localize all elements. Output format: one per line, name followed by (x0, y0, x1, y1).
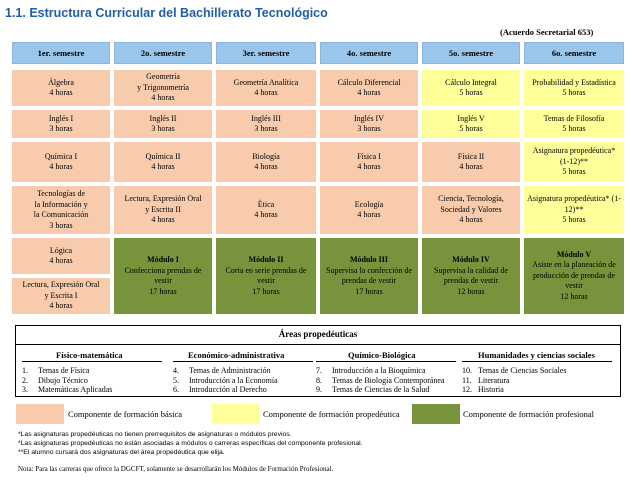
module-description: Supervisa la calidad de prendas de vestir (434, 265, 508, 285)
subject-name: Lectura, Expresión Oral y Escrita II (124, 194, 202, 214)
semester-header-3: 3er. semestre (216, 42, 316, 64)
subject-cell (524, 186, 624, 234)
legend-swatch-propedeutica (212, 404, 260, 424)
module-description: Asiste en la planeación de producción de prendas de vestir (532, 260, 616, 291)
subject-name: Ética (257, 199, 275, 209)
module-hours: 12 horas (457, 286, 485, 296)
subject-name: Tecnologías de la Información y la Comunicación (33, 189, 89, 219)
subject-name: Asignatura propedéutica* (1- 12)** (527, 194, 621, 214)
subject-hours: 3 horas (49, 220, 73, 230)
list-item: 7. Introducción a la Bioquímica (316, 366, 426, 375)
module-hours: 17 horas (355, 286, 383, 296)
subject-hours: 4 horas (459, 162, 483, 171)
list-item: 8. Temas de Biología Contemporánea (316, 375, 445, 385)
subject-name: Asignatura propedéutica* (1-12)** (532, 146, 616, 166)
subject-name: Inglés II (149, 113, 177, 123)
module-hours: 17 horas (252, 286, 280, 296)
module-hours: 17 horas (149, 286, 177, 296)
subject-cell (12, 238, 110, 274)
semester-header-6: 6o. semestre (524, 42, 624, 64)
subject-cell (524, 110, 624, 138)
note-2: *Las asignaturas propedéuticas no están asociadas a módulos o carreras específicas del componente profesional. (18, 440, 363, 447)
subject-cell (114, 142, 212, 182)
area-underline (22, 361, 162, 362)
module-title: Módulo II (248, 255, 284, 264)
subject-name: Geometría y Trigonometría (137, 72, 189, 92)
subject-name: Inglés V (457, 113, 485, 123)
subject-name: Ciencia, Tecnología, Sociedad y Valores (438, 194, 504, 214)
propedeuticas-title: Áreas propedéuticas (278, 329, 358, 339)
module-title: Módulo IV (452, 255, 490, 264)
area-underline (462, 361, 612, 362)
subject-hours: 4 horas (459, 215, 483, 225)
subject-cell (320, 142, 418, 182)
subject-cell (320, 70, 418, 106)
legend-label-propedeutica: Componente de formación propedéutica (263, 409, 400, 419)
subject-name: Física I (357, 151, 381, 161)
area-list (22, 366, 112, 395)
subject-cell (524, 70, 624, 106)
acuerdo-label: (Acuerdo Secretarial 653) (500, 27, 594, 37)
propedeuticas-table (15, 325, 621, 397)
module-cell (524, 238, 624, 314)
subject-hours: 5 horas (562, 167, 586, 177)
subject-cell (320, 110, 418, 138)
subject-hours: 4 horas (357, 162, 381, 171)
subject-hours: 5 horas (562, 215, 586, 225)
subject-cell (12, 110, 110, 138)
subject-cell (422, 186, 520, 234)
subject-cell (216, 186, 316, 234)
list-item: 4. Temas de Administración (173, 366, 271, 375)
subject-name: Lectura, Expresión Oral y Escrita I (22, 280, 100, 300)
list-item: 1. Temas de Física (22, 366, 90, 375)
legend-swatch-basica (16, 404, 64, 424)
list-item: 10. Temas de Ciencias Sociales (462, 366, 567, 375)
subject-hours: 4 horas (49, 256, 73, 265)
subject-hours: 4 horas (151, 93, 175, 103)
list-item: 5. Introducción a la Economía (173, 375, 278, 385)
subject-name: Inglés IV (354, 113, 384, 123)
subject-hours: 3 horas (254, 124, 278, 133)
module-title: Módulo V (556, 249, 592, 259)
module-cell (216, 238, 316, 314)
module-cell (320, 238, 418, 314)
note-3: **El alumno cursará dos asignaturas del área propedéutica que elija. (18, 449, 225, 456)
subject-hours: 4 horas (357, 210, 381, 219)
semester-header-2: 2o. semestre (114, 42, 212, 64)
subject-hours: 3 horas (49, 124, 73, 133)
subject-name: Temas de Filosofía (543, 113, 605, 123)
subject-cell (422, 142, 520, 182)
area-underline (316, 361, 456, 362)
subject-cell (114, 186, 212, 234)
subject-cell (216, 142, 316, 182)
module-hours: 12 horas (560, 291, 588, 301)
subject-cell (216, 110, 316, 138)
list-item: 3. Matemáticas Aplicadas (22, 385, 113, 395)
subject-hours: 3 horas (151, 124, 175, 133)
subject-hours: 4 horas (49, 162, 73, 171)
module-cell (114, 238, 212, 314)
subject-name: Inglés I (48, 113, 74, 123)
subject-cell (422, 70, 520, 106)
subject-name: Inglés III (251, 113, 281, 123)
subject-cell (422, 110, 520, 138)
subject-hours: 3 horas (357, 124, 381, 133)
subject-cell (524, 142, 624, 182)
legend-label-profesional: Componente de formación profesional (463, 409, 595, 419)
module-description: Corta en serie prendas de vestir (225, 265, 307, 285)
area-economico-administrativa: Económico-administrativa (188, 350, 285, 360)
semester-header-5: 5o. semestre (422, 42, 520, 64)
subject-cell (320, 186, 418, 234)
semester-header-4: 4o. semestre (320, 42, 418, 64)
subject-name: Ecología (354, 199, 384, 209)
subject-name: Cálculo Diferencial (337, 77, 401, 87)
module-title: Módulo I (147, 255, 179, 264)
page-title: 1.1. Estructura Curricular del Bachillerato Tecnológico (5, 6, 328, 20)
subject-hours: 4 horas (49, 301, 73, 311)
subject-name: Lógica (49, 245, 73, 255)
subject-name: Geometría Analítica (233, 77, 299, 87)
list-item: 12. Historia (462, 385, 504, 395)
area-list (173, 366, 278, 395)
list-item: 11. Literatura (462, 375, 510, 385)
module-title: Módulo III (349, 255, 388, 264)
semester-header-1: 1er. semestre (12, 42, 110, 64)
subject-hours: 4 horas (151, 162, 175, 171)
subject-cell (216, 70, 316, 106)
subject-hours: 4 horas (357, 88, 381, 97)
footnote: Nota: Para las carreras que ofrece la DGCFT, solamente se desarrollarán los Módulos de Formación Profesional. (18, 465, 334, 473)
subject-name: Álgebra (48, 77, 74, 87)
area-fisico-matematica: Físico-matemática (56, 350, 123, 360)
subject-cell (12, 70, 110, 106)
module-description: Supervisa la confección de prendas de vestir (326, 265, 412, 285)
area-humanidades: Humanidades y ciencias sociales (478, 350, 595, 360)
subject-hours: 5 horas (562, 88, 586, 97)
list-item: 6. Introducción al Derecho (173, 385, 267, 395)
subject-name: Química I (44, 151, 78, 161)
legend-swatch-profesional (412, 404, 460, 424)
subject-hours: 4 horas (254, 210, 278, 219)
area-list (462, 366, 567, 395)
subject-name: Probabilidad y Estadística (532, 77, 616, 87)
subject-cell (12, 186, 110, 234)
subject-cell (12, 278, 110, 314)
subject-hours: 5 horas (459, 88, 483, 97)
module-cell (422, 238, 520, 314)
divider (16, 344, 620, 345)
subject-name: Cálculo Integral (445, 77, 497, 87)
subject-cell (114, 70, 212, 106)
subject-name: Biología (252, 151, 280, 161)
subject-hours: 4 horas (254, 162, 278, 171)
area-list (316, 366, 445, 395)
subject-hours: 5 horas (459, 124, 483, 133)
module-description: Confecciona prendas de vestir (124, 265, 202, 285)
subject-hours: 4 horas (254, 88, 278, 97)
note-1: *Las asignaturas propedéuticas no tienen prerrequisitos de asignaturas o módulos previos. (18, 431, 292, 438)
subject-hours: 4 horas (151, 215, 175, 225)
list-item: 2. Dibujo Técnico (22, 375, 88, 385)
subject-cell (12, 142, 110, 182)
area-quimico-biologica: Químico-Biológica (348, 350, 416, 360)
subject-name: Química II (145, 151, 181, 161)
legend-label-basica: Componente de formación básica (68, 409, 183, 419)
subject-cell (114, 110, 212, 138)
subject-hours: 5 horas (562, 124, 586, 133)
list-item: 9. Temas de Ciencias de la Salud (316, 385, 430, 395)
subject-hours: 4 horas (49, 88, 73, 97)
subject-name: Física II (457, 151, 485, 161)
area-underline (173, 361, 313, 362)
